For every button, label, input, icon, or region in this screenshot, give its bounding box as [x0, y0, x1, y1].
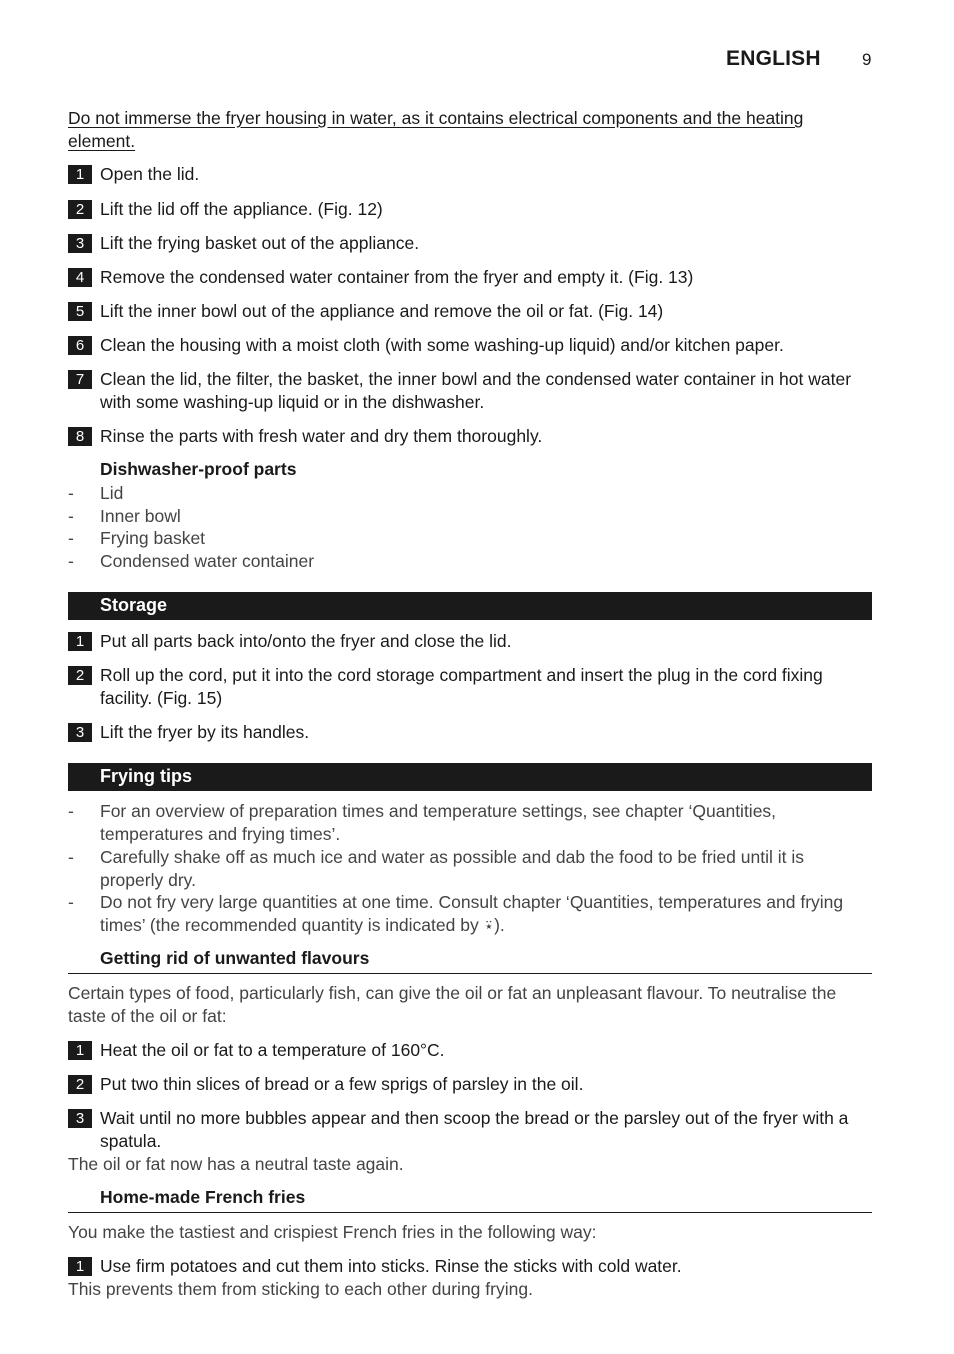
step-number: 8 — [68, 427, 92, 446]
step-text: Put two thin slices of bread or a few sprigs of parsley in the oil. — [100, 1074, 584, 1094]
step-number: 5 — [68, 302, 92, 321]
step-text: Lift the inner bowl out of the appliance and remove the oil or fat. (Fig. 14) — [100, 301, 664, 321]
step-number: 6 — [68, 336, 92, 355]
step-text: Lift the frying basket out of the appliance. — [100, 233, 420, 253]
step-number: 2 — [68, 200, 92, 219]
step-text: Lift the lid off the appliance. (Fig. 12) — [100, 199, 383, 219]
step-text: Wait until no more bubbles appear and then scoop the bread or the parsley out of the fryer with a spatula. — [100, 1108, 849, 1151]
section-heading-frying-tips: Frying tips — [68, 763, 872, 791]
step-text: Heat the oil or fat to a temperature of 160°C. — [100, 1040, 445, 1060]
step-text: Lift the fryer by its handles. — [100, 722, 310, 742]
step-number: 2 — [68, 666, 92, 685]
step-text: Clean the housing with a moist cloth (with some washing-up liquid) and/or kitchen paper. — [100, 335, 784, 355]
step-number: 1 — [68, 632, 92, 651]
step-number: 4 — [68, 268, 92, 287]
subsection-heading-flavours: Getting rid of unwanted flavours — [68, 948, 872, 974]
step-number: 1 — [68, 1041, 92, 1060]
step-number: 3 — [68, 723, 92, 742]
language-heading: ENGLISH — [726, 47, 821, 70]
flavours-intro: Certain types of food, particularly fish, can give the oil or fat an unpleasant flavour. To neutralise the taste of the oil or fat: — [68, 983, 837, 1026]
step-text: Clean the lid, the filter, the basket, the inner bowl and the condensed water container in hot water with some washing-up liquid or in the dishwasher. — [100, 369, 852, 412]
step-number: 3 — [68, 234, 92, 253]
warning-text: Do not immerse the fryer housing in water, as it contains electrical components and the heating element. — [68, 108, 804, 151]
step-text: Rinse the parts with fresh water and dry them thoroughly. — [100, 426, 543, 446]
step-text: Remove the condensed water container from the fryer and empty it. (Fig. 13) — [100, 267, 694, 287]
step-number: 2 — [68, 1075, 92, 1094]
flavours-outro: The oil or fat now has a neutral taste again. — [68, 1154, 404, 1174]
step-number: 1 — [68, 1257, 92, 1276]
page-number: 9 — [862, 50, 872, 69]
subsection-heading-fries: Home-made French fries — [68, 1187, 872, 1213]
step-number: 7 — [68, 370, 92, 389]
step-text: Use firm potatoes and cut them into sticks. Rinse the sticks with cold water. — [100, 1256, 682, 1276]
fries-note: This prevents them from sticking to each other during frying. — [68, 1279, 533, 1299]
step-text: Put all parts back into/onto the fryer and close the lid. — [100, 631, 512, 651]
fries-intro: You make the tastiest and crispiest French fries in the following way: — [68, 1222, 597, 1242]
section-heading-storage: Storage — [68, 592, 872, 620]
step-number: 3 — [68, 1109, 92, 1128]
step-text: Open the lid. — [100, 164, 200, 184]
step-text: Roll up the cord, put it into the cord storage compartment and insert the plug in the cord fixing facility. (Fig. 15) — [100, 665, 823, 708]
dishwasher-heading: Dishwasher-proof parts — [100, 459, 297, 479]
step-number: 1 — [68, 165, 92, 184]
